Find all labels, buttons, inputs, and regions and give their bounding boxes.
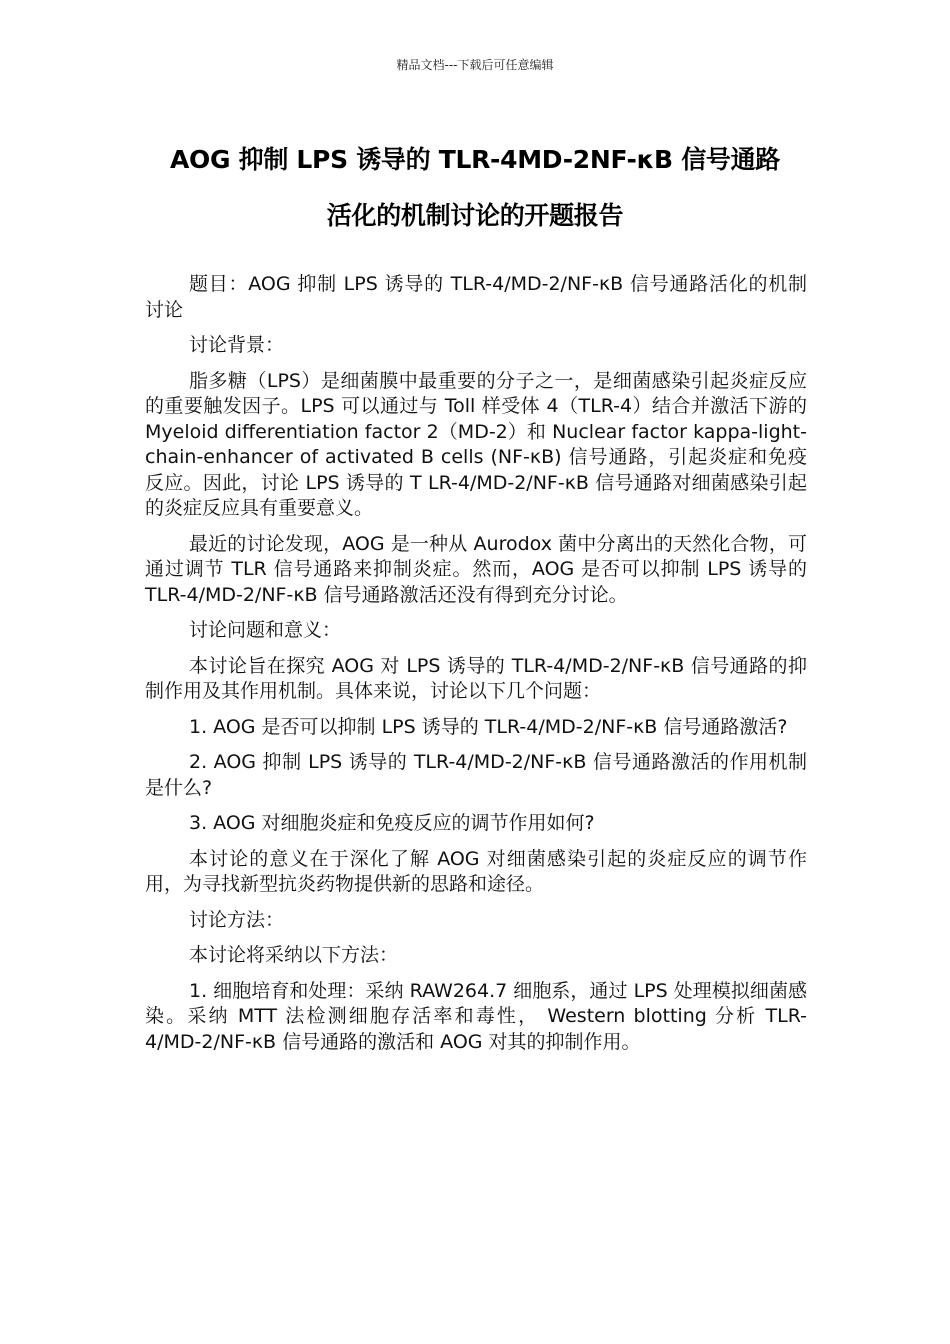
- heading-methods: 讨论方法：: [189, 908, 285, 931]
- question-2: 2. AOG 抑制 LPS 诱导的 TLR-4/MD-2/NF-κB 信号通路激活的作用机制是什么?: [145, 751, 807, 799]
- heading-background: 讨论背景：: [189, 334, 285, 356]
- question-3: 3. AOG 对细胞炎症和免疫反应的调节作用如何?: [189, 812, 595, 834]
- method-1: 1. 细胞培育和处理：采纳 RAW264.7 细胞系，通过 LPS 处理模拟细菌感染。采纳 MTT 法检测细胞存活率和毒性， Western blotting 分析 TLR-4/MD-2/NF-κB 信号通路的激活和 AOG 对其的抑制作用。: [145, 979, 807, 1053]
- paragraph-background-2: 最近的讨论发现，AOG 是一种从 Aurodox 菌中分离出的天然化合物，可通过调节 TLR 信号通路来抑制炎症。然而，AOG 是否可以抑制 LPS 诱导的 TLR-4/MD-2/NF-κB 信号通路激活还没有得到充分讨论。: [145, 532, 807, 606]
- document-body: [145, 272, 807, 1065]
- paragraph-topic: 题目：AOG 抑制 LPS 诱导的 TLR-4/MD-2/NF-κB 信号通路活化的机制讨论: [145, 273, 807, 321]
- title-line-1: AOG 抑制 LPS 诱导的 TLR-4MD-2NF-κB 信号通路: [170, 145, 780, 174]
- paragraph-background-1: 脂多糖（LPS）是细菌膜中最重要的分子之一，是细菌感染引起炎症反应的重要触发因子。LPS 可以通过与 Toll 样受体 4（TLR-4）结合并激活下游的 Myeloid differentiation factor 2（MD-2）和 Nuclear factor kappa-light-chain-enhancer of activated B cells (NF-κB) 信号通路，引起炎症和免疫反应。因此，讨论 LPS 诱导的 T LR-4/MD-2/NF-κB 信号通路对细菌感染引起的炎症反应具有重要意义。: [145, 369, 807, 519]
- question-1: 1. AOG 是否可以抑制 LPS 诱导的 TLR-4/MD-2/NF-κB 信号通路激活?: [189, 715, 788, 738]
- paragraph-questions-intro: 本讨论旨在探究 AOG 对 LPS 诱导的 TLR-4/MD-2/NF-κB 信号通路的抑制作用及其作用机制。具体来说，讨论以下几个问题：: [145, 654, 807, 702]
- paragraph-methods-intro: 本讨论将采纳以下方法：: [189, 944, 399, 966]
- page-header: 精品文档---下载后可任意编辑: [396, 58, 554, 72]
- paragraph-significance: 本讨论的意义在于深化了解 AOG 对细菌感染引起的炎症反应的调节作用，为寻找新型抗炎药物提供新的思路和途径。: [145, 847, 807, 895]
- title-line-2: 活化的机制讨论的开题报告: [326, 201, 624, 230]
- heading-questions: 讨论问题和意义：: [189, 619, 342, 641]
